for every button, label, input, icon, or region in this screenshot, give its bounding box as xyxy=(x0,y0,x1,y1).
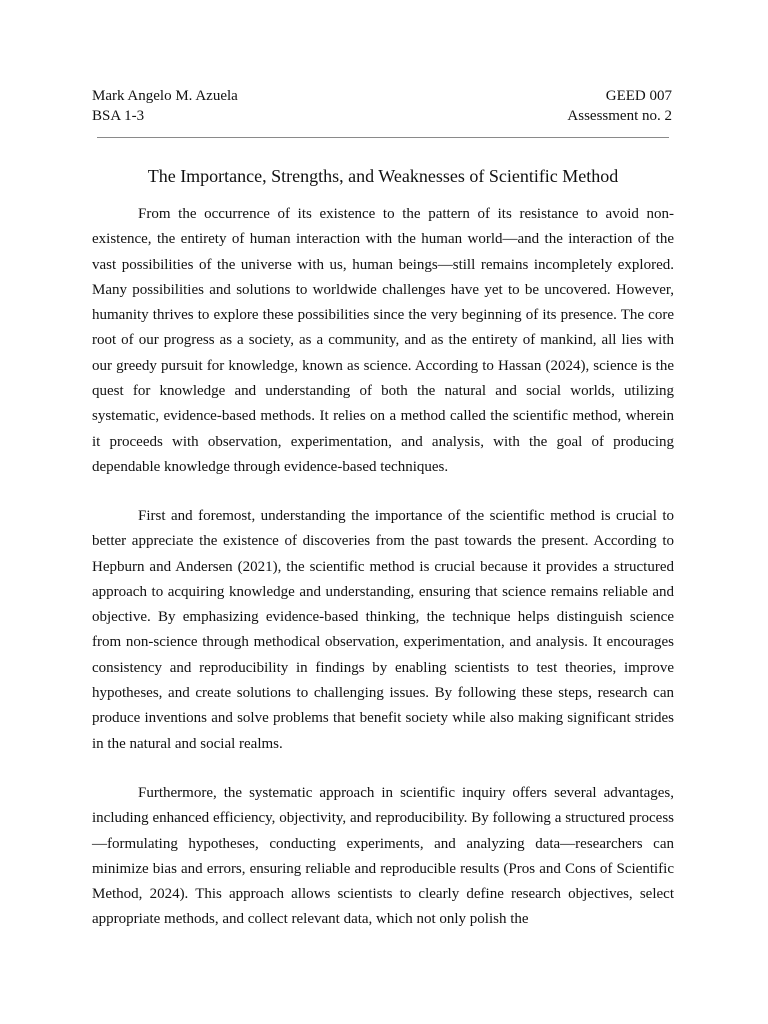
assessment-label: Assessment no. 2 xyxy=(567,108,672,124)
course-code: GEED 007 xyxy=(605,88,672,104)
section-label: BSA 1-3 xyxy=(92,108,145,124)
author-name: Mark Angelo M. Azuela xyxy=(92,88,238,104)
header-row-2 xyxy=(92,106,672,126)
body-paragraph-2: First and foremost, understanding the importance of the scientific method is crucial to better appreciate the existence of discoveries from the past towards the present. According to Hepburn and Andersen (2021), the scientific method is crucial because it provides a structured approach to acquiring knowledge and understanding, ensuring that science remains reliable and objective. By emphasizing evidence-based thinking, the technique helps distinguish science from non-science through methodical observation, experimentation, and analysis. It encourages consistency and reproducibility in findings by enabling scientists to test theories, improve hypotheses, and create solutions to challenging issues. By following these steps, research can produce inventions and solve problems that benefit society while also making significant strides in the natural and social realms. xyxy=(92,508,674,752)
header-row-1 xyxy=(92,86,672,106)
essay-title: The Importance, Strengths, and Weaknesses of Scientific Method xyxy=(147,166,619,186)
body-paragraph-3: Furthermore, the systematic approach in scientific inquiry offers several advantages, including enhanced efficiency, objectivity, and reproducibility. By following a structured process—formulating hypotheses, conducting experiments, and analyzing data—researchers can minimize bias and errors, ensuring reliable and reproducible results (Pros and Cons of Scientific Method, 2024). This approach allows scientists to clearly define research objectives, select appropriate methods, and collect relevant data, which not only polish the xyxy=(92,785,674,928)
body-paragraph-1: From the occurrence of its existence to the pattern of its resistance to avoid non-existence, the entirety of human interaction with the human world—and the interaction of the vast possibilities of the universe with us, human beings—still remains incompletely explored. Many possibilities and solutions to worldwide challenges have yet to be uncovered. However, humanity thrives to explore these possibilities since the very beginning of its presence. The core root of our progress as a society, as a community, and as the entirety of mankind, all lies with our greedy pursuit for knowledge, known as science. According to Hassan (2024), science is the quest for knowledge and understanding of both the natural and social worlds, utilizing systematic, evidence-based methods. It relies on a method called the scientific method, wherein it proceeds with observation, experimentation, and analysis, with the goal of producing dependable knowledge through evidence-based techniques. xyxy=(92,206,674,475)
document-header xyxy=(92,86,672,126)
header-divider xyxy=(97,137,669,138)
